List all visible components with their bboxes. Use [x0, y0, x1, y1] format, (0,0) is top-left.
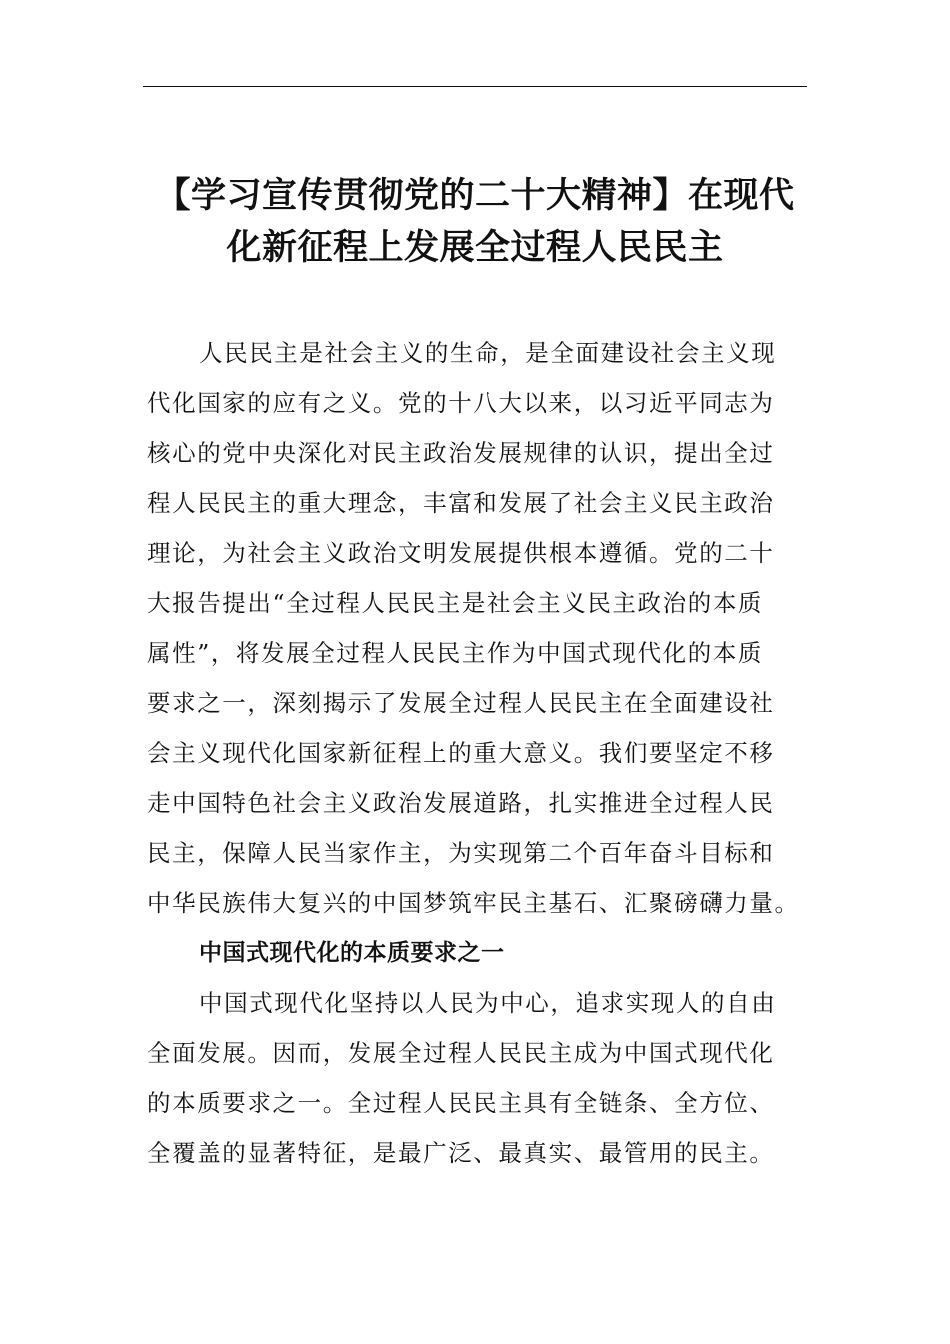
title-line-2: 化新征程上发展全过程人民民主 [226, 228, 724, 268]
paragraph-line: 民主，保障人民当家作主，为实现第二个百年奋斗目标和 [147, 839, 775, 867]
paragraph-line: 属性”，将发展全过程人民民主作为中国式现代化的本质 [147, 639, 764, 667]
paragraph-line: 人民民主是社会主义的生命，是全面建设社会主义现 [199, 339, 777, 367]
paragraph-line: 全面发展。因而，发展全过程人民民主成为中国式现代化 [147, 1039, 775, 1067]
paragraph-1 [147, 328, 800, 928]
paragraph-line: 的本质要求之一。全过程人民民主具有全链条、全方位、 [147, 1089, 775, 1117]
paragraph-line: 中华民族伟大复兴的中国梦筑牢民主基石、汇聚磅礴力量。 [147, 889, 800, 917]
header-rule [143, 86, 807, 87]
paragraph-line: 会主义现代化国家新征程上的重大意义。我们要坚定不移 [147, 739, 775, 767]
paragraph-2 [147, 978, 797, 1178]
title-line-1: 【学习宣传贯彻党的二十大精神】在现代 [155, 176, 795, 216]
paragraph-line: 核心的党中央深化对民主政治发展规律的认识，提出全过 [147, 439, 775, 467]
paragraph-line: 大报告提出“全过程人民民主是社会主义民主政治的本质 [147, 589, 764, 617]
paragraph-line: 要求之一，深刻揭示了发展全过程人民民主在全面建设社 [147, 689, 775, 717]
paragraph-line: 走中国特色社会主义政治发展道路，扎实推进全过程人民 [147, 789, 775, 817]
document-body [147, 328, 800, 1178]
document-title [143, 170, 807, 274]
paragraph-line: 理论，为社会主义政治文明发展提供根本遵循。党的二十 [147, 539, 775, 567]
paragraph-line: 程人民民主的重大理念，丰富和发展了社会主义民主政治 [147, 489, 775, 517]
paragraph-line: 全覆盖的显著特征，是最广泛、最真实、最管用的民主。 [147, 1139, 775, 1167]
paragraph-line: 中国式现代化坚持以人民为中心，追求实现人的自由 [199, 989, 777, 1017]
paragraph-line: 代化国家的应有之义。党的十八大以来，以习近平同志为 [147, 389, 775, 417]
section-heading: 中国式现代化的本质要求之一 [199, 940, 505, 966]
